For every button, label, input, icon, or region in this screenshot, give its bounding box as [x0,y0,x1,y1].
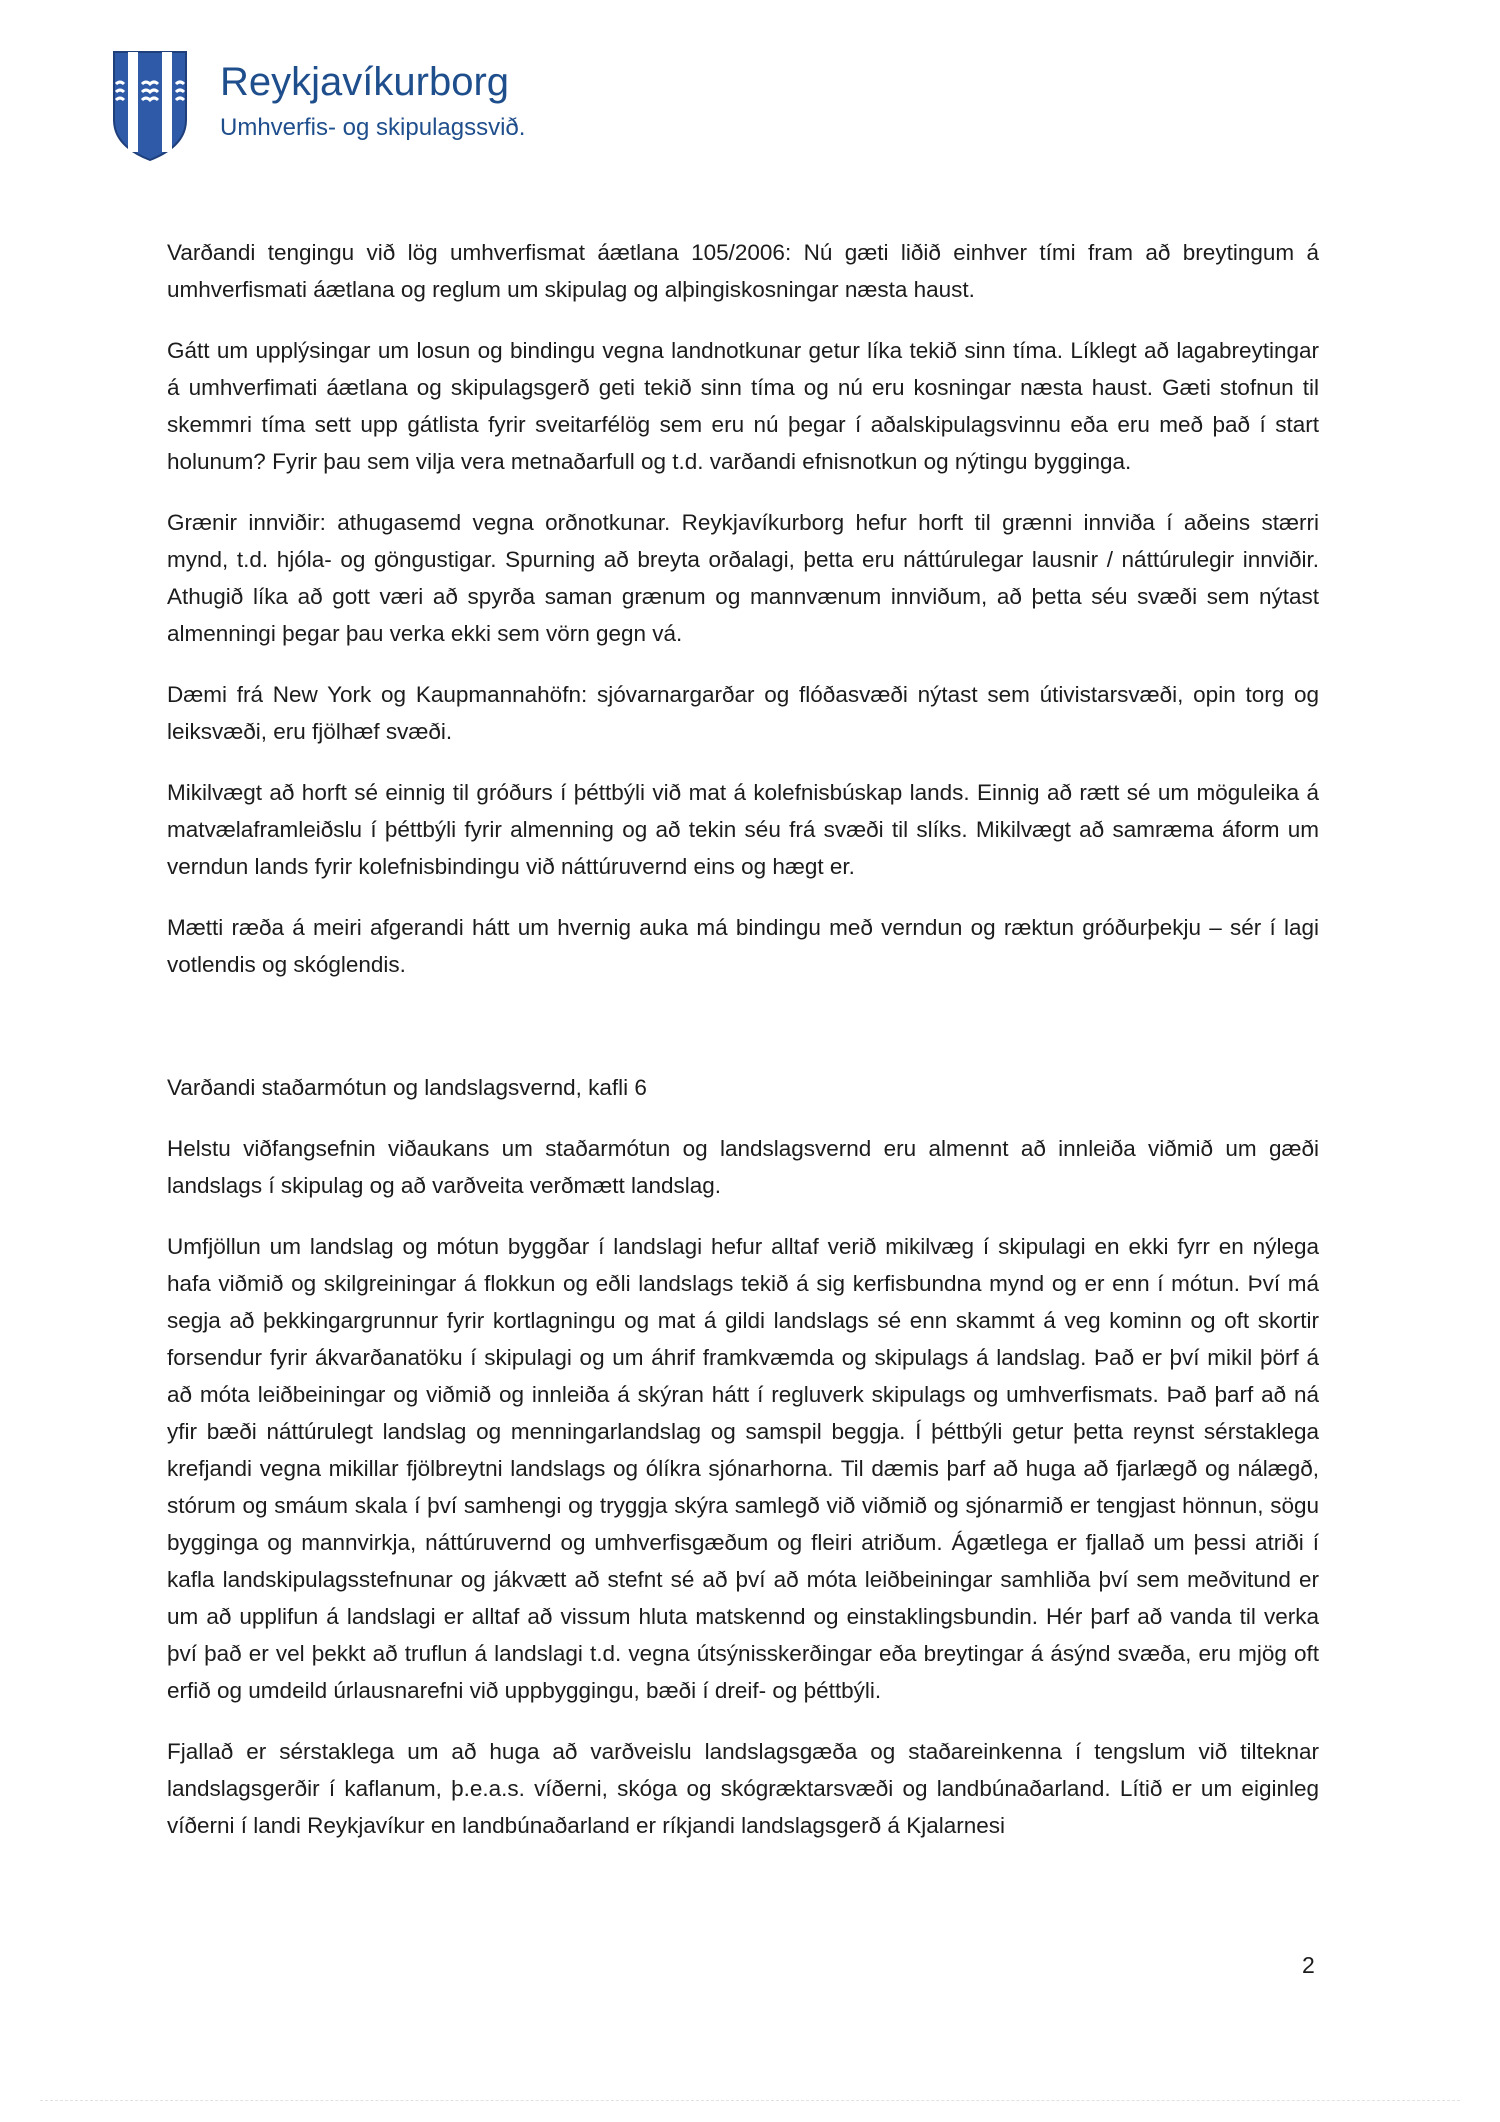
paragraph: Umfjöllun um landslag og mótun byggðar í landslagi hefur alltaf verið mikilvæg í skipulagi en ekki fyrr en nýlega hafa viðmið og skilgreiningar á flokkun og eðli landslags tekið á sig kerfisbundna mynd og er enn í mótun. Því má segja að þekkingargrunnur fyrir kortlagningu og mat á gildi landslags sé enn skammt á veg kominn og oft skortir forsendur fyrir ákvarðanatöku í skipulagi og um áhrif framkvæmda og skipulags á landslag. Það er því mikil þörf á að móta leiðbeiningar og viðmið og innleiða á skýran hátt í regluverk skipulags og umhverfismats. Það þarf að ná yfir bæði náttúrulegt landslag og menningarlandslag og samspil beggja. Í þéttbýli getur þetta reynst sérstaklega krefjandi vegna mikillar fjölbreytni landslags og ólíkra sjónarhorna. Til dæmis þarf að huga að fjarlægð og nálægð, stórum og smáum skala í því samhengi og tryggja skýra samlegð við viðmið og sjónarmið er tengjast hönnun, sögu bygginga og mannvirkja, náttúruvernd og umhverfisgæðum og fleiri atriðum. Ágætlega er fjallað um þessi atriði í kafla landskipulagsstefnunar og jákvætt að stefnt sé að því að móta leiðbeiningar samhliða því sem meðvitund er um að upplifun á landslagi er alltaf að vissum hluta matskennd og einstaklingsbundin. Hér þarf að vanda til verka því það er vel þekkt að truflun á landslagi t.d. vegna útsýnisskerðingar eða breytingar á ásýnd svæða, eru mjög oft erfið og umdeild úrlausnarefni við uppbyggingu, bæði í dreif- og þéttbýli. [167,1234,1319,1703]
page-bottom-divider [40,2100,1460,2101]
paragraph: Helstu viðfangsefnin viðaukans um staðarmótun og landslagsvernd eru almennt að innleiða viðmið um gæði landslags í skipulag og að varðveita verðmætt landslag. [167,1136,1319,1198]
letterhead [220,58,525,144]
paragraph: Mikilvægt að horft sé einnig til gróðurs í þéttbýli við mat á kolefnisbúskap lands. Einnig að rætt sé um möguleika á matvælaframleiðslu í þéttbýli fyrir almenning og að tekin séu frá svæði til slíks. Mikilvægt að samræma áform um verndun lands fyrir kolefnisbindingu við náttúruvernd eins og hægt er. [167,780,1319,879]
paragraph: Grænir innviðir: athugasemd vegna orðnotkunar. Reykjavíkurborg hefur horft til grænni innviða í aðeins stærri mynd, t.d. hjóla- og göngustigar. Spurning að breyta orðalagi, þetta eru náttúrulegar lausnir / náttúrulegir innviðir. Athugið líka að gott væri að spyrða saman grænum og mannvænum innviðum, að þetta séu svæði sem nýtast almenningi þegar þau verka ekki sem vörn gegn vá. [167,510,1319,646]
paragraph: Fjallað er sérstaklega um að huga að varðveislu landslagsgæða og staðareinkenna í tengslum við tilteknar landslagsgerðir í kaflanum, þ.e.a.s. víðerni, skóga og skógræktarsvæði og landbúnaðarland. Lítið er um eiginleg víðerni í landi Reykjavíkur en landbúnaðarland er ríkjandi landslagsgerð á Kjalarnesi [167,1739,1319,1838]
paragraph: Dæmi frá New York og Kaupmannahöfn: sjóvarnargarðar og flóðasvæði nýtast sem útivistarsvæði, opin torg og leiksvæði, eru fjölhæf svæði. [167,682,1319,744]
paragraph: Varðandi tengingu við lög umhverfismat áætlana 105/2006: Nú gæti liðið einhver tími fram að breytingum á umhverfismati áætlana og reglum um skipulag og alþingiskosningar næsta haust. [167,240,1319,302]
organization-name: Reykjavíkurborg [220,60,510,104]
document-body [167,234,1319,1868]
page-number: 2 [1302,1952,1315,1978]
paragraph: Gátt um upplýsingar um losun og bindingu vegna landnotkunar getur líka tekið sinn tíma. Líklegt að lagabreytingar á umhverfimati áætlana og skipulagsgerð geti tekið sinn tíma og nú eru kosningar næsta haust. Gæti stofnun til skemmri tíma sett upp gátlista fyrir sveitarfélög sem eru nú þegar í aðalskipulagsvinnu eða eru með það í start holunum? Fyrir þau sem vilja vera metnaðarfull og t.d. varðandi efnisnotkun og nýtingu bygginga. [167,338,1319,474]
section-heading: Varðandi staðarmótun og landslagsvernd, kafli 6 [167,1075,647,1100]
department-name: Umhverfis- og skipulagssvið. [220,114,526,141]
reykjavik-coat-of-arms-logo [112,50,188,162]
paragraph: Mætti ræða á meiri afgerandi hátt um hvernig auka má bindingu með verndun og ræktun gróðurþekju – sér í lagi votlendis og skóglendis. [167,915,1319,977]
